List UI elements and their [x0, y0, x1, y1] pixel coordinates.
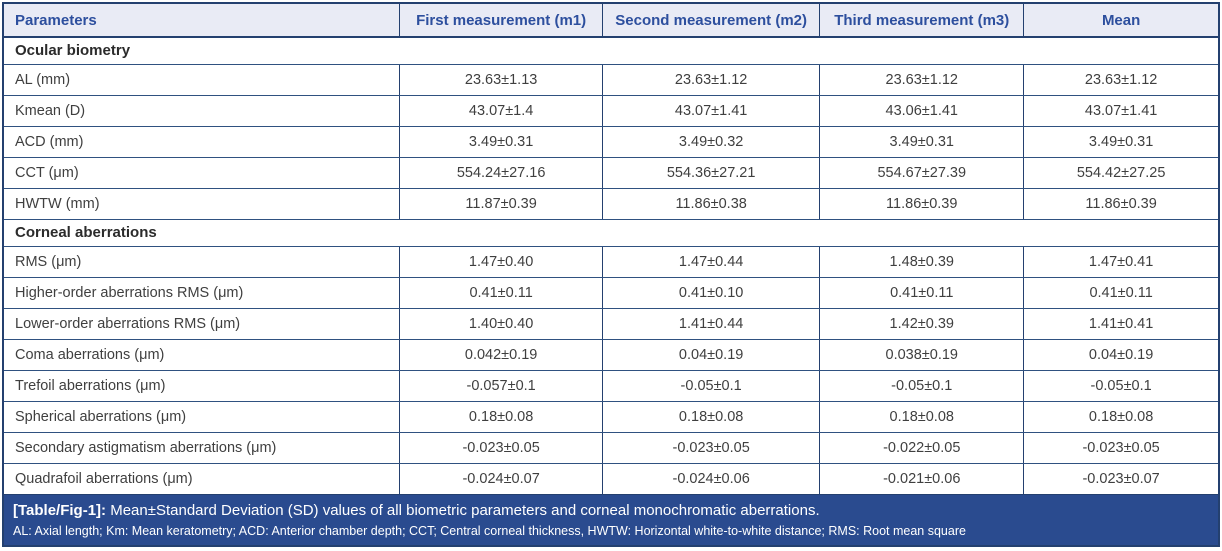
column-header-third-measurement: Third measurement (m3): [820, 4, 1024, 37]
column-header-parameters: Parameters: [4, 4, 400, 37]
table-row: [4, 401, 1218, 432]
measurement-value: 11.87±0.39: [400, 188, 603, 219]
measurement-value: 0.04±0.19: [1024, 339, 1218, 370]
measurement-value: 1.47±0.44: [602, 246, 819, 277]
measurement-value: 0.18±0.08: [602, 401, 819, 432]
measurement-value: 3.49±0.31: [400, 126, 603, 157]
measurement-value: -0.057±0.1: [400, 370, 603, 401]
measurement-value: -0.05±0.1: [602, 370, 819, 401]
measurement-value: 0.18±0.08: [400, 401, 603, 432]
measurement-value: 0.18±0.08: [1024, 401, 1218, 432]
abbreviations-line: AL: Axial length; Km: Mean keratometry; ACD: Anterior chamber depth; CCT; Central corneal thickness, HWTW: Horizontal white-to-white distance; RMS: Root mean square: [13, 524, 966, 539]
measurement-value: 554.67±27.39: [820, 157, 1024, 188]
measurement-value: -0.022±0.05: [820, 432, 1024, 463]
measurement-value: 43.06±1.41: [820, 95, 1024, 126]
parameter-label: CCT (μm): [4, 157, 400, 188]
measurement-value: 0.41±0.11: [1024, 277, 1218, 308]
parameter-label: HWTW (mm): [4, 188, 400, 219]
measurement-value: 43.07±1.4: [400, 95, 603, 126]
measurement-value: -0.023±0.05: [400, 432, 603, 463]
measurement-value: 1.42±0.39: [820, 308, 1024, 339]
measurement-value: 11.86±0.39: [1024, 188, 1218, 219]
measurement-value: 1.41±0.44: [602, 308, 819, 339]
table-row: [4, 277, 1218, 308]
measurement-value: 23.63±1.12: [1024, 64, 1218, 95]
measurement-value: -0.021±0.06: [820, 463, 1024, 494]
measurement-value: 0.18±0.08: [820, 401, 1024, 432]
parameter-label: ACD (mm): [4, 126, 400, 157]
column-header-mean: Mean: [1024, 4, 1218, 37]
table-row: [4, 188, 1218, 219]
measurement-value: 0.042±0.19: [400, 339, 603, 370]
measurements-table: [4, 4, 1218, 494]
parameter-label: RMS (μm): [4, 246, 400, 277]
measurement-value: -0.05±0.1: [1024, 370, 1218, 401]
measurement-value: 1.48±0.39: [820, 246, 1024, 277]
table-figure: [2, 2, 1220, 547]
measurement-value: 1.47±0.40: [400, 246, 603, 277]
section-title: Corneal aberrations: [4, 219, 1218, 246]
caption-line: [13, 501, 1209, 521]
table-row: [4, 463, 1218, 494]
table-row: [4, 95, 1218, 126]
measurement-value: -0.05±0.1: [820, 370, 1024, 401]
figure-caption-bar: [4, 494, 1218, 545]
table-row: [4, 246, 1218, 277]
table-row: [4, 308, 1218, 339]
measurement-value: 3.49±0.32: [602, 126, 819, 157]
measurement-value: 3.49±0.31: [1024, 126, 1218, 157]
table-row: [4, 339, 1218, 370]
measurement-value: 23.63±1.12: [602, 64, 819, 95]
measurement-value: -0.024±0.06: [602, 463, 819, 494]
parameter-label: Secondary astigmatism aberrations (μm): [4, 432, 400, 463]
parameter-label: AL (mm): [4, 64, 400, 95]
measurement-value: 0.41±0.11: [400, 277, 603, 308]
measurement-value: 1.41±0.41: [1024, 308, 1218, 339]
parameter-label: Lower-order aberrations RMS (μm): [4, 308, 400, 339]
measurement-value: 23.63±1.12: [820, 64, 1024, 95]
column-header-second-measurement: Second measurement (m2): [602, 4, 819, 37]
section-title: Ocular biometry: [4, 37, 1218, 64]
table-header: [4, 4, 1218, 37]
measurement-value: 3.49±0.31: [820, 126, 1024, 157]
measurement-value: -0.023±0.07: [1024, 463, 1218, 494]
measurement-value: 43.07±1.41: [602, 95, 819, 126]
measurement-value: 0.04±0.19: [602, 339, 819, 370]
table-body: [4, 37, 1218, 494]
parameter-label: Kmean (D): [4, 95, 400, 126]
measurement-value: 43.07±1.41: [1024, 95, 1218, 126]
header-row: [4, 4, 1218, 37]
table-row: [4, 126, 1218, 157]
measurement-value: 0.038±0.19: [820, 339, 1024, 370]
parameter-label: Quadrafoil aberrations (μm): [4, 463, 400, 494]
parameter-label: Coma aberrations (μm): [4, 339, 400, 370]
parameter-label: Spherical aberrations (μm): [4, 401, 400, 432]
measurement-value: -0.023±0.05: [1024, 432, 1218, 463]
column-header-first-measurement: First measurement (m1): [400, 4, 603, 37]
table-row: [4, 370, 1218, 401]
table-row: [4, 64, 1218, 95]
measurement-value: 0.41±0.10: [602, 277, 819, 308]
parameter-label: Higher-order aberrations RMS (μm): [4, 277, 400, 308]
section-row: [4, 37, 1218, 64]
measurement-value: 23.63±1.13: [400, 64, 603, 95]
measurement-value: 1.40±0.40: [400, 308, 603, 339]
figure-label: [Table/Fig-1]:: [13, 502, 107, 519]
measurement-value: 11.86±0.38: [602, 188, 819, 219]
measurement-value: 11.86±0.39: [820, 188, 1024, 219]
caption-text: Mean±Standard Deviation (SD) values of all biometric parameters and corneal monochromatic aberrations.: [110, 502, 820, 519]
measurement-value: -0.023±0.05: [602, 432, 819, 463]
measurement-value: 554.24±27.16: [400, 157, 603, 188]
measurement-value: 554.42±27.25: [1024, 157, 1218, 188]
section-row: [4, 219, 1218, 246]
parameter-label: Trefoil aberrations (μm): [4, 370, 400, 401]
table-row: [4, 157, 1218, 188]
measurement-value: 554.36±27.21: [602, 157, 819, 188]
table-row: [4, 432, 1218, 463]
measurement-value: -0.024±0.07: [400, 463, 603, 494]
measurement-value: 1.47±0.41: [1024, 246, 1218, 277]
measurement-value: 0.41±0.11: [820, 277, 1024, 308]
